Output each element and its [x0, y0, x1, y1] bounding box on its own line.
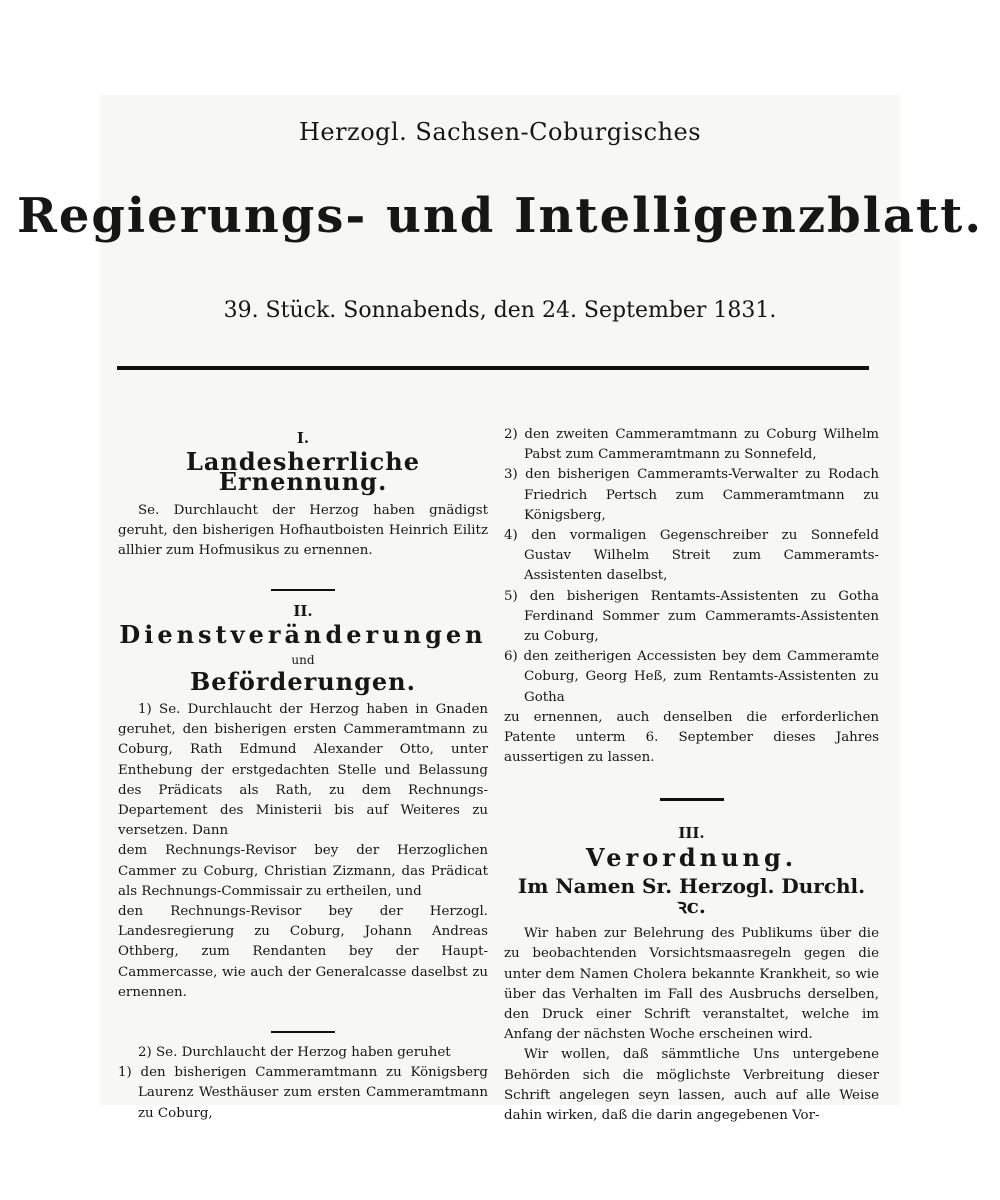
right-column	[504, 425, 879, 1126]
appointment-item: 4) den vormaligen Gegenschreiber zu Sonnefeld Gustav Wilhelm Streit zum Cammeramts-Assistenten daselbst,	[504, 528, 879, 584]
section-2-paragraph-4: 2) Se. Durchlaucht der Herzog haben geruhet	[138, 1045, 451, 1061]
section-3-number: III.	[678, 824, 705, 843]
section-3-subtitle: Im Namen Sr. Herzogl. Durchl. ꝛc.	[517, 873, 866, 919]
appointment-item: 2) den zweiten Cammeramtmann zu Coburg Wilhelm Pabst zum Cammeramtmann zu Sonnefeld,	[504, 427, 879, 463]
appointment-item: 3) den bisherigen Cammeramts-Verwalter zu Rodach Friedrich Pertsch zum Cammeramtmann zu Königsberg,	[504, 467, 879, 523]
masthead-title: Regierungs- und Intelligenzblatt.	[16, 188, 984, 244]
section-2-title-2: Beförderungen.	[190, 666, 416, 696]
header-rule	[117, 366, 869, 370]
appointment-item: 5) den bisherigen Rentamts-Assistenten zu Gotha Ferdinand Sommer zum Cammeramts-Assistenten zu Coburg,	[504, 588, 879, 645]
section-3-paragraph-2: Wir wollen, daß sämmtliche Uns untergebene Behörden sich die möglichste Verbreitung dieser Schrift angelegen seyn lassen, auch auf alle Weise dahin wirken, daß die darin angegebenen Vor-	[504, 1047, 879, 1124]
appointment-item: 6) den zeitherigen Accessisten bey dem Cammeramte Coburg, Georg Heß, zum Rentamts-Assistenten zu Gotha	[504, 649, 879, 705]
section-2-und: und	[291, 652, 315, 667]
section-2-title: Dienstveränderungen	[119, 620, 487, 650]
section-1-number: I.	[296, 429, 310, 447]
section-2-closing: zu ernennen, auch denselben die erforderlichen Patente unterm 6. September dieses Jahres aussertigen zu lassen.	[504, 709, 879, 766]
section-1-text: Se. Durchlaucht der Herzog haben gnädigst geruht, den bisherigen Hofhautboisten Heinrich Eilitz allhier zum Hofmusikus zu ernennen.	[118, 502, 488, 559]
appointment-item: 1) den bisherigen Cammeramtmann zu Königsberg Laurenz Westhäuser zum ersten Cammeramtmann zu Coburg,	[118, 1065, 488, 1121]
section-divider	[271, 589, 335, 591]
section-2-number: II.	[293, 602, 313, 621]
masthead-subtitle: Herzogl. Sachsen-Coburgisches	[298, 118, 702, 146]
left-column	[118, 428, 488, 1124]
section-2-paragraph-2: dem Rechnungs-Revisor bey der Herzoglichen Cammer zu Coburg, Christian Zizmann, das Prädicat als Rechnungs-Commissair zu ertheilen, und	[118, 843, 488, 899]
section-3-title: Verordnung.	[585, 842, 798, 872]
section-3-paragraph-1: Wir haben zur Belehrung des Publikums über die zu beobachtenden Vorsichtsmaasregeln gegen die unter dem Namen Cholera bekannte Krankheit, so wie über das Verhalten im Fall des Ausbruchs derselben, den Druck einer Schrift veranstaltet, welche im Anfang der nächsten Woche erscheinen wird.	[504, 926, 879, 1043]
section-1-title: Landesherrliche Ernennung.	[185, 447, 420, 497]
issue-line: 39. Stück. Sonnabends, den 24. September 1831.	[223, 298, 777, 323]
section-2-paragraph-1: 1) Se. Durchlaucht der Herzog haben in Gnaden geruhet, den bisherigen ersten Cammeramtmann zu Coburg, Rath Edmund Alexander Otto, unter Enthebung der erstgedachten Stelle und Belassung des Prädicats als Rath, zu dem Rechnungs-Departement des Ministerii bis auf Weiteres zu versetzen. Dann	[118, 702, 488, 839]
section-2-paragraph-3: den Rechnungs-Revisor bey der Herzogl. Landesregierung zu Coburg, Johann Andreas Othberg, zum Rendanten bey der Haupt-Cammercasse, wie auch der Generalcasse daselbst zu ernennen.	[118, 904, 488, 1000]
section-divider	[660, 798, 724, 801]
section-divider	[271, 1031, 335, 1033]
